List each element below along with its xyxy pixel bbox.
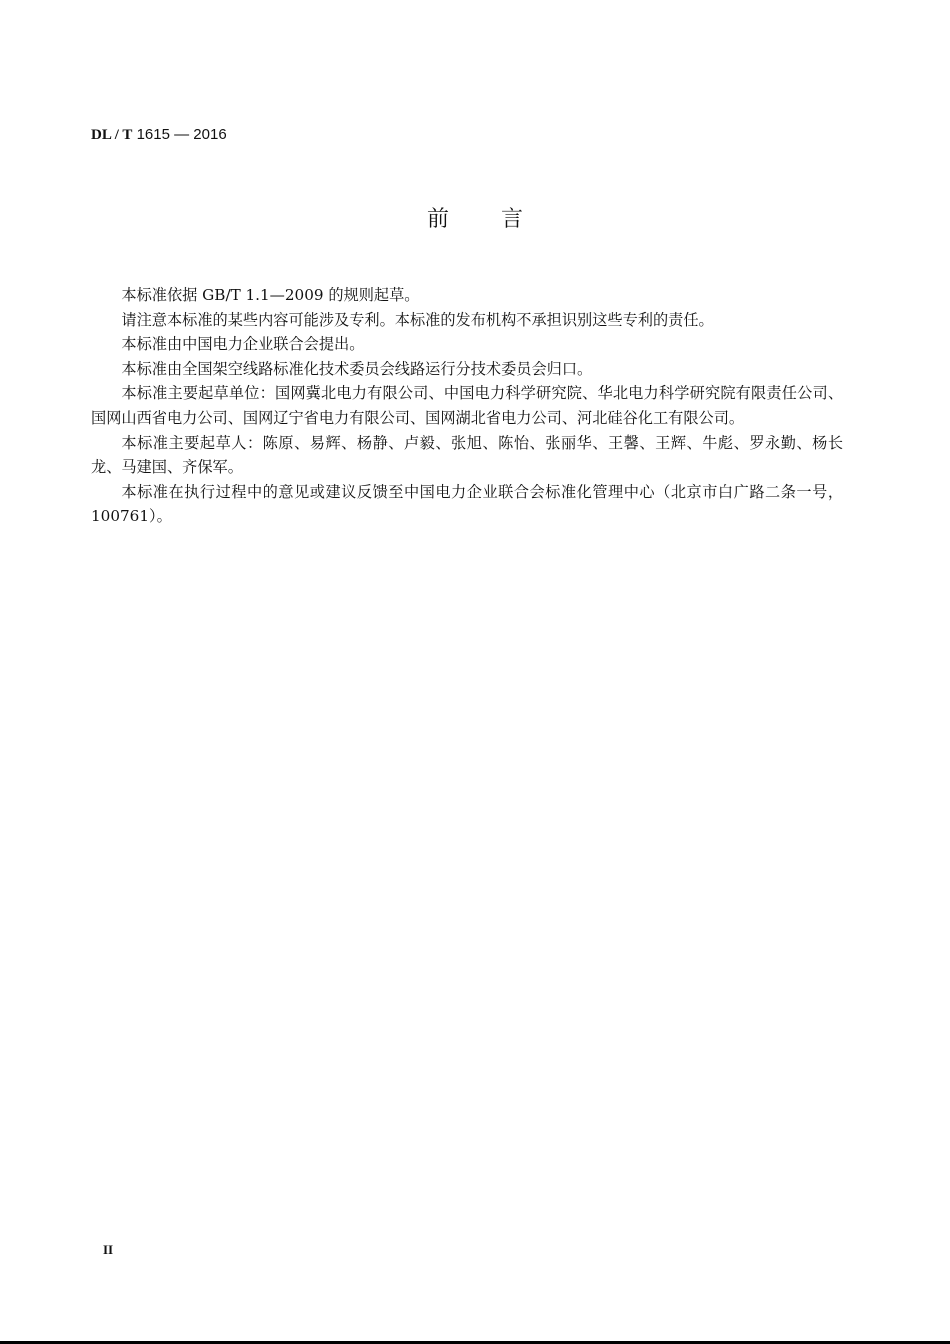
page-title: 前言 — [426, 207, 575, 232]
standard-code-number: 1615 — 2016 — [132, 126, 227, 143]
paragraph-feedback: 本标准在执行过程中的意见或建议反馈至中国电力企业联合会标准化管理中心（北京市白广路二条一号，100761）。 — [91, 482, 843, 526]
paragraph-drafting-units: 本标准主要起草单位：国网冀北电力有限公司、中国电力科学研究院、华北电力科学研究院有限责任公司、国网山西省电力公司、国网辽宁省电力有限公司、国网湖北省电力公司、河北硅谷化工有限公司。 — [91, 384, 843, 427]
standard-code-prefix: DL / T — [91, 127, 133, 143]
page-number: II — [103, 1242, 114, 1257]
paragraph-drafters: 本标准主要起草人：陈原、易辉、杨静、卢毅、张旭、陈怡、张丽华、王馨、王辉、牛彪、罗永勤、杨长龙、马建国、齐保军。 — [91, 433, 843, 477]
paragraph-proposer: 本标准由中国电力企业联合会提出。 — [121, 335, 365, 354]
paragraph-committee: 本标准由全国架空线路标准化技术委员会线路运行分技术委员会归口。 — [121, 359, 593, 378]
standard-code — [91, 124, 227, 145]
paragraph-patent-notice: 请注意本标准的某些内容可能涉及专利。本标准的发布机构不承担识别这些专利的责任。 — [121, 310, 714, 329]
foreword-body — [91, 283, 843, 529]
paragraph-drafting-rules: 本标准依据 GB/T 1.1—2009 的规则起草。 — [121, 286, 420, 304]
